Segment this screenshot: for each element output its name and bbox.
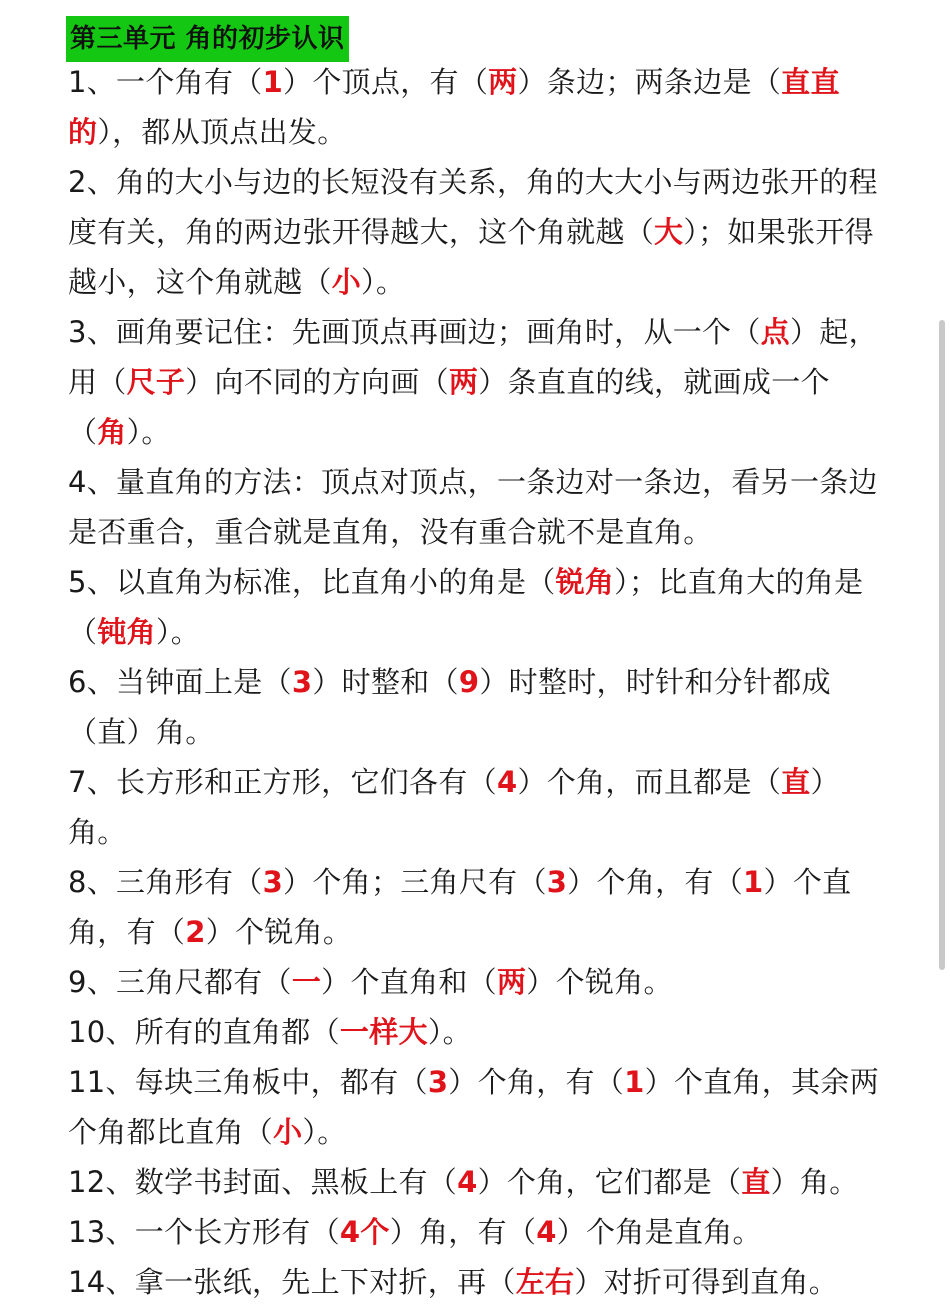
statement-text: ）起，用（ xyxy=(68,315,878,399)
answer-text: 4 xyxy=(457,1165,478,1199)
answer-text: 2 xyxy=(185,915,206,949)
statement-text: ）角。 xyxy=(68,765,840,849)
knowledge-point-8 xyxy=(68,857,888,957)
unit-title: 第三单元 角的初步认识 xyxy=(66,16,349,62)
answer-text: 小 xyxy=(331,265,362,299)
knowledge-point-3 xyxy=(68,307,888,457)
answer-text: 一样大 xyxy=(339,1015,428,1049)
knowledge-point-11 xyxy=(68,1057,888,1157)
statement-text: 10、所有的直角都（ xyxy=(68,1015,340,1049)
knowledge-point-14 xyxy=(68,1257,888,1307)
answer-text: 1 xyxy=(624,1065,645,1099)
statement-text: ）个直角和（ xyxy=(321,965,497,999)
answer-text: 4个 xyxy=(339,1215,390,1249)
statement-text: 1、一个角有（ xyxy=(68,65,263,99)
knowledge-point-9 xyxy=(68,957,888,1007)
knowledge-point-12 xyxy=(68,1157,888,1207)
answer-text: 一 xyxy=(291,965,322,999)
answer-text: 两 xyxy=(448,365,479,399)
answer-text: 1 xyxy=(743,865,764,899)
knowledge-point-5 xyxy=(68,557,888,657)
answer-text: 两 xyxy=(488,65,518,99)
answer-text: 点 xyxy=(760,315,790,349)
knowledge-point-6 xyxy=(68,657,888,757)
statement-text: ）。 xyxy=(155,615,201,649)
statement-text: 14、拿一张纸，先上下对折，再（ xyxy=(68,1265,516,1299)
statement-text: ）个角，有（ xyxy=(448,1065,625,1099)
statement-text: 6、当钟面上是（ xyxy=(68,665,292,699)
answer-text: 尺子 xyxy=(126,365,186,399)
knowledge-point-list xyxy=(68,57,888,1307)
statement-text: ）个角；三角尺有（ xyxy=(283,865,547,899)
statement-text: 13、一个长方形有（ xyxy=(68,1215,340,1249)
statement-text: ）；如果张开得越小，这个角就越（ xyxy=(68,215,874,299)
knowledge-point-1 xyxy=(68,57,888,157)
statement-text: ）。 xyxy=(361,265,406,299)
statement-text: ）个锐角。 xyxy=(526,965,673,999)
statement-text: ），都从顶点出发。 xyxy=(97,115,347,149)
statement-text: ）条直直的线，就画成一个（ xyxy=(68,365,830,449)
knowledge-point-13 xyxy=(68,1207,888,1257)
answer-text: 左右 xyxy=(515,1265,575,1299)
statement-text: ）个直角，有（ xyxy=(68,865,852,949)
answer-text: 3 xyxy=(546,865,568,899)
statement-text: ）个锐角。 xyxy=(205,915,353,949)
knowledge-point-7 xyxy=(68,757,888,857)
answer-text: 4 xyxy=(536,1215,557,1249)
answer-text: 4 xyxy=(496,765,518,799)
statement-text: 12、数学书封面、黑板上有（ xyxy=(68,1165,458,1199)
statement-text: 2、角的大小与边的长短没有关系，角的大大小与两边张开的程度有关，角的两边张开得越大，这个角就越（ xyxy=(68,165,878,249)
statement-text: ）角。 xyxy=(770,1165,859,1199)
statement-text: ）时整和（ xyxy=(312,665,459,699)
statement-text: ）。 xyxy=(427,1015,472,1049)
answer-text: 锐角 xyxy=(555,565,615,599)
statement-text: ）个角，有（ xyxy=(567,865,744,899)
answer-text: 直直的 xyxy=(68,65,840,149)
answer-text: 钝角 xyxy=(97,615,156,649)
statement-text: ）对折可得到直角。 xyxy=(574,1265,839,1299)
statement-text: ）个直角，其余两个角都比直角（ xyxy=(68,1065,879,1149)
statement-text: ）个顶点，有（ xyxy=(283,65,489,99)
answer-text: 直 xyxy=(781,765,811,799)
statement-text: 4、量直角的方法：顶点对顶点，一条边对一条边，看另一条边是否重合，重合就是直角，没有重合就不是直角。 xyxy=(68,465,878,549)
answer-text: 角 xyxy=(97,415,127,449)
statement-text: ）；比直角大的角是（ xyxy=(68,565,864,649)
statement-text: ）个角，而且都是（ xyxy=(517,765,782,799)
answer-text: 9 xyxy=(458,665,480,699)
scrollbar-thumb[interactable] xyxy=(939,320,945,970)
statement-text: 3、画角要记住：先画顶点再画边；画角时，从一个（ xyxy=(68,315,761,349)
statement-text: 7、长方形和正方形，它们各有（ xyxy=(68,765,497,799)
statement-text: ）。 xyxy=(302,1115,347,1149)
knowledge-point-4 xyxy=(68,457,888,557)
statement-text: ）条边；两条边是（ xyxy=(517,65,782,99)
answer-text: 1 xyxy=(262,65,284,99)
answer-text: 两 xyxy=(496,965,527,999)
statement-text: ）角，有（ xyxy=(389,1215,537,1249)
answer-text: 3 xyxy=(427,1065,449,1099)
answer-text: 小 xyxy=(273,1115,303,1149)
statement-text: 11、每块三角板中，都有（ xyxy=(68,1065,428,1099)
statement-text: 8、三角形有（ xyxy=(68,865,263,899)
knowledge-point-10 xyxy=(68,1007,888,1057)
statement-text: ）。 xyxy=(126,415,171,449)
knowledge-point-2 xyxy=(68,157,888,307)
statement-text: 5、以直角为标准，比直角小的角是（ xyxy=(68,565,556,599)
statement-text: 9、三角尺都有（ xyxy=(68,965,292,999)
answer-text: 3 xyxy=(262,865,284,899)
answer-text: 3 xyxy=(291,665,313,699)
statement-text: ）向不同的方向画（ xyxy=(185,365,449,399)
statement-text: ）时整时，时针和分针都成（直）角。 xyxy=(68,665,831,749)
answer-text: 直 xyxy=(741,1165,771,1199)
answer-text: 大 xyxy=(654,215,684,249)
vertical-scrollbar[interactable] xyxy=(938,320,946,980)
statement-text: ）个角，它们都是（ xyxy=(477,1165,742,1199)
statement-text: ）个角是直角。 xyxy=(556,1215,762,1249)
